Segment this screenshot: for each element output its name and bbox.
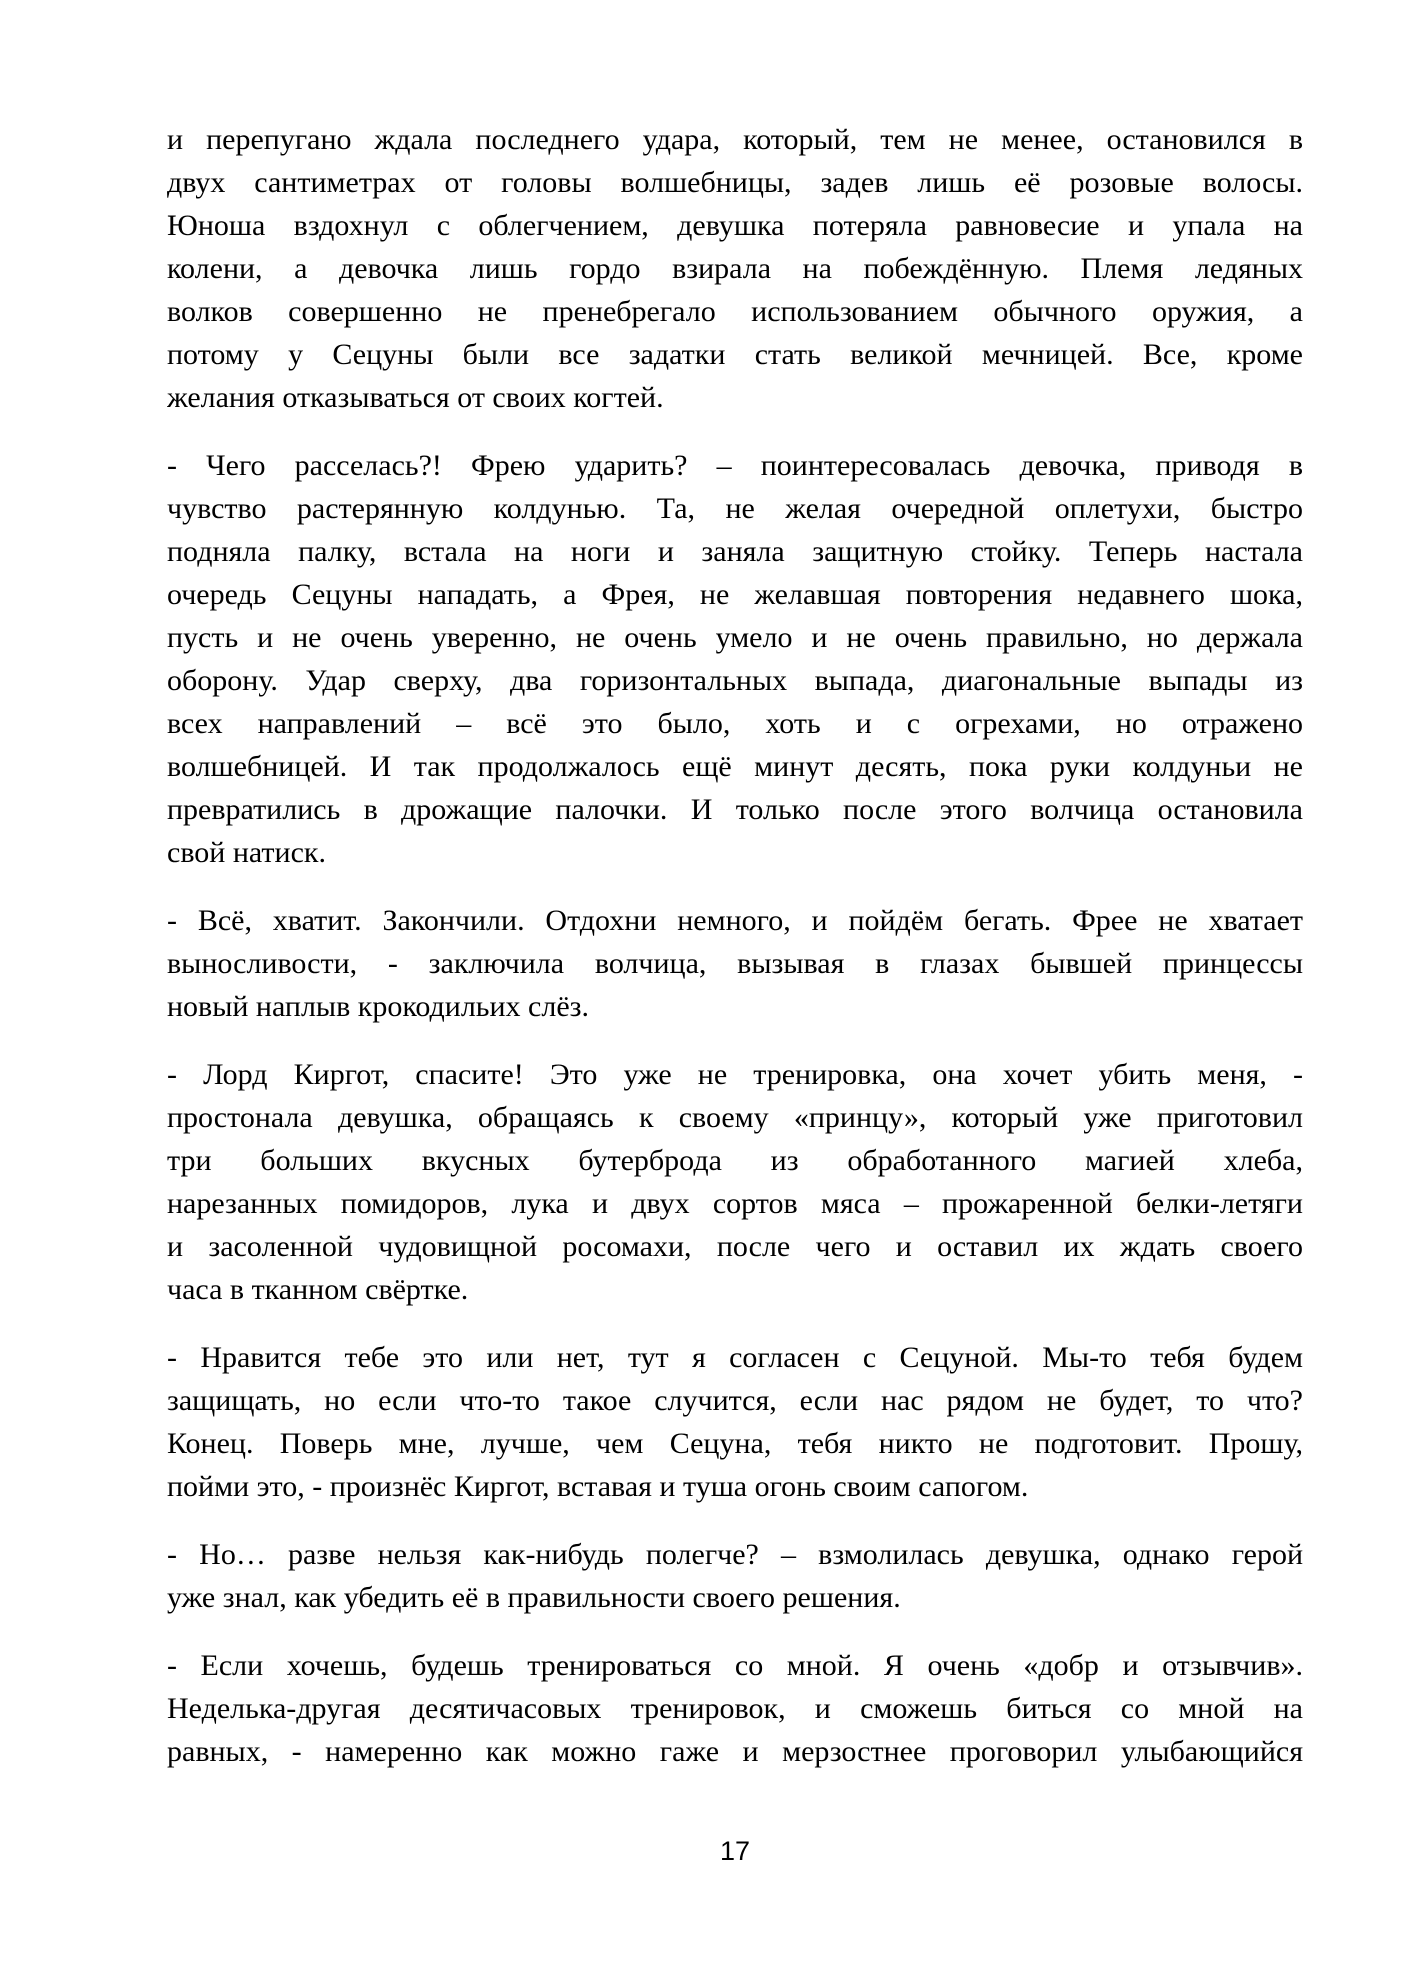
paragraph: [167, 1053, 1303, 1311]
paragraph: [167, 1336, 1303, 1508]
text-line: новый наплыв крокодильих слёз.: [167, 990, 589, 1023]
text-line: двух сантиметрах от головы волшебницы, задев лишь её розовые волосы.: [167, 166, 1303, 199]
text-line: нарезанных помидоров, лука и двух сортов мяса – прожаренной белки-летяги: [167, 1187, 1303, 1220]
text-line: очередь Сецуны нападать, а Фрея, не желавшая повторения недавнего шока,: [167, 578, 1303, 611]
text-line: желания отказываться от своих когтей.: [167, 381, 664, 414]
text-line: свой натиск.: [167, 836, 326, 869]
text-body: [167, 118, 1303, 1773]
page-number: 17: [719, 1836, 751, 1866]
text-line: часа в тканном свёртке.: [167, 1273, 469, 1306]
text-line: - Нравится тебе это или нет, тут я согласен с Сецуной. Мы-то тебя будем: [167, 1341, 1303, 1374]
text-line: простонала девушка, обращаясь к своему «принцу», который уже приготовил: [167, 1101, 1303, 1134]
paragraph: [167, 118, 1303, 419]
text-line: три больших вкусных бутерброда из обработанного магией хлеба,: [167, 1144, 1303, 1177]
text-line: чувство растерянную колдунью. Та, не желая очередной оплетухи, быстро: [167, 492, 1303, 525]
paragraph: [167, 899, 1303, 1028]
text-line: - Если хочешь, будешь тренироваться со мной. Я очень «добр и отзывчив».: [167, 1649, 1303, 1682]
text-line: волков совершенно не пренебрегало использованием обычного оружия, а: [167, 295, 1303, 328]
text-line: - Чего расселась?! Фрею ударить? – поинтересовалась девочка, приводя в: [167, 449, 1303, 482]
text-line: Неделька-другая десятичасовых тренировок, и сможешь биться со мной на: [167, 1692, 1303, 1725]
text-line: подняла палку, встала на ноги и заняла защитную стойку. Теперь настала: [167, 535, 1303, 568]
paragraph: [167, 444, 1303, 874]
text-line: волшебницей. И так продолжалось ещё минут десять, пока руки колдуньи не: [167, 750, 1303, 783]
text-line: и засоленной чудовищной росомахи, после чего и оставил их ждать своего: [167, 1230, 1303, 1263]
text-line: - Но… разве нельзя как-нибудь полегче? – взмолилась девушка, однако герой: [167, 1538, 1303, 1571]
text-line: Юноша вздохнул с облегчением, девушка потеряла равновесие и упала на: [167, 209, 1303, 242]
text-line: выносливости, - заключила волчица, вызывая в глазах бывшей принцессы: [167, 947, 1303, 980]
text-line: потому у Сецуны были все задатки стать великой мечницей. Все, кроме: [167, 338, 1303, 371]
text-line: и перепугано ждала последнего удара, который, тем не менее, остановился в: [167, 123, 1303, 156]
text-line: оборону. Удар сверху, два горизонтальных выпада, диагональные выпады из: [167, 664, 1303, 697]
text-line: пойми это, - произнёс Киргот, вставая и туша огонь своим сапогом.: [167, 1470, 1029, 1503]
text-line: равных, - намеренно как можно гаже и мерзостнее проговорил улыбающийся: [167, 1735, 1303, 1768]
text-line: превратились в дрожащие палочки. И только после этого волчица остановила: [167, 793, 1303, 826]
text-line: защищать, но если что-то такое случится, если нас рядом не будет, то что?: [167, 1384, 1303, 1417]
paragraph: [167, 1644, 1303, 1773]
text-line: всех направлений – всё это было, хоть и с огрехами, но отражено: [167, 707, 1303, 740]
text-line: пусть и не очень уверенно, не очень умело и не очень правильно, но держала: [167, 621, 1303, 654]
text-line: - Лорд Киргот, спасите! Это уже не тренировка, она хочет убить меня, -: [167, 1058, 1303, 1091]
text-line: колени, а девочка лишь гордо взирала на побеждённую. Племя ледяных: [167, 252, 1303, 285]
text-line: Конец. Поверь мне, лучше, чем Сецуна, тебя никто не подготовит. Прошу,: [167, 1427, 1303, 1460]
text-line: - Всё, хватит. Закончили. Отдохни немного, и пойдём бегать. Фрее не хватает: [167, 904, 1303, 937]
paragraph: [167, 1533, 1303, 1619]
text-line: уже знал, как убедить её в правильности своего решения.: [167, 1581, 901, 1614]
